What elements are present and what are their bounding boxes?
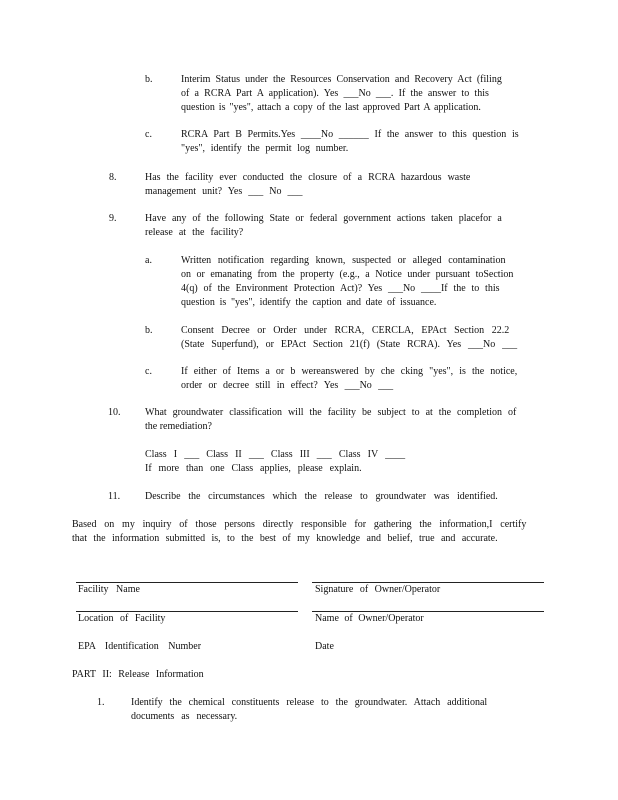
question-10-line-1: What groundwater classification will the facility be subject to at the completion of [145, 407, 517, 418]
item-9b-letter: b. [145, 325, 153, 336]
question-10-line-2: the remediation? [145, 421, 212, 432]
item-b-line-1: Interim Status under the Resources Conservation and Recovery Act (filing [181, 74, 502, 85]
facility-name-label: Facility Name [78, 584, 140, 595]
question-8-line-2: management unit? Yes ___ No ___ [145, 186, 303, 197]
location-label: Location of Facility [78, 613, 166, 624]
question-10-number: 10. [108, 407, 121, 418]
item-c-line-2: "yes", identify the permit log number. [181, 143, 349, 154]
part-2-item-1-number: 1. [97, 697, 105, 708]
question-8-line-1: Has the facility ever conducted the closure of a RCRA hazardous waste [145, 172, 471, 183]
groundwater-class-options: Class I ___ Class II ___ Class III ___ Class IV ____ [145, 449, 406, 460]
owner-name-label: Name of Owner/Operator [315, 613, 424, 624]
item-b-line-3: question is "yes", attach a copy of the last approved Part A application. [181, 102, 481, 113]
item-9a-line-2: on or emanating from the property (e.g., a Notice under pursuant toSection [181, 269, 514, 280]
item-9a-line-3: 4(q) of the Environment Protection Act)? Yes ___No ____If the to this [181, 283, 500, 294]
certification-line-2: that the information submitted is, to the best of my knowledge and belief, true and accurate. [72, 533, 498, 544]
question-11-number: 11. [108, 491, 121, 502]
question-9-line-2: release at the facility? [145, 227, 244, 238]
question-8-number: 8. [109, 172, 117, 183]
facility-name-line [76, 582, 298, 583]
item-9a-line-4: question is "yes", identify the caption and date of issuance. [181, 297, 437, 308]
part-2-item-1-line-1: Identify the chemical constituents release to the groundwater. Attach additional [131, 697, 488, 708]
signature-label: Signature of Owner/Operator [315, 584, 441, 595]
part-2-heading: PART II: Release Information [72, 669, 204, 680]
item-9b-line-1: Consent Decree or Order under RCRA, CERCLA, EPAct Section 22.2 [181, 325, 510, 336]
owner-name-line [312, 611, 544, 612]
question-11-text: Describe the circumstances which the release to groundwater was identified. [145, 491, 498, 502]
item-9a-letter: a. [145, 255, 152, 266]
question-9-line-1: Have any of the following State or federal government actions taken placefor a [145, 213, 502, 224]
part-2-item-1-line-2: documents as necessary. [131, 711, 238, 722]
date-label: Date [315, 641, 334, 652]
certification-line-1: Based on my inquiry of those persons directly responsible for gathering the information,I certify [72, 519, 527, 530]
item-9a-line-1: Written notification regarding known, suspected or alleged contamination [181, 255, 506, 266]
item-9c-line-2: order or decree still in effect? Yes ___No ___ [181, 380, 394, 391]
item-b-line-2: of a RCRA Part A application). Yes ___No ___. If the answer to this [181, 88, 489, 99]
item-9b-line-2: (State Superfund), or EPAct Section 21(f) (State RCRA). Yes ___No ___ [181, 339, 518, 350]
groundwater-class-explain: If more than one Class applies, please explain. [145, 463, 362, 474]
item-9c-letter: c. [145, 366, 152, 377]
item-c-letter: c. [145, 129, 152, 140]
location-line [76, 611, 298, 612]
item-9c-line-1: If either of Items a or b wereanswered by che cking "yes", is the notice, [181, 366, 518, 377]
question-9-number: 9. [109, 213, 117, 224]
signature-line [312, 582, 544, 583]
item-c-line-1: RCRA Part B Permits.Yes ____No ______ If the answer to this question is [181, 129, 519, 140]
item-b-letter: b. [145, 74, 153, 85]
epa-id-label: EPA Identification Number [78, 641, 202, 652]
